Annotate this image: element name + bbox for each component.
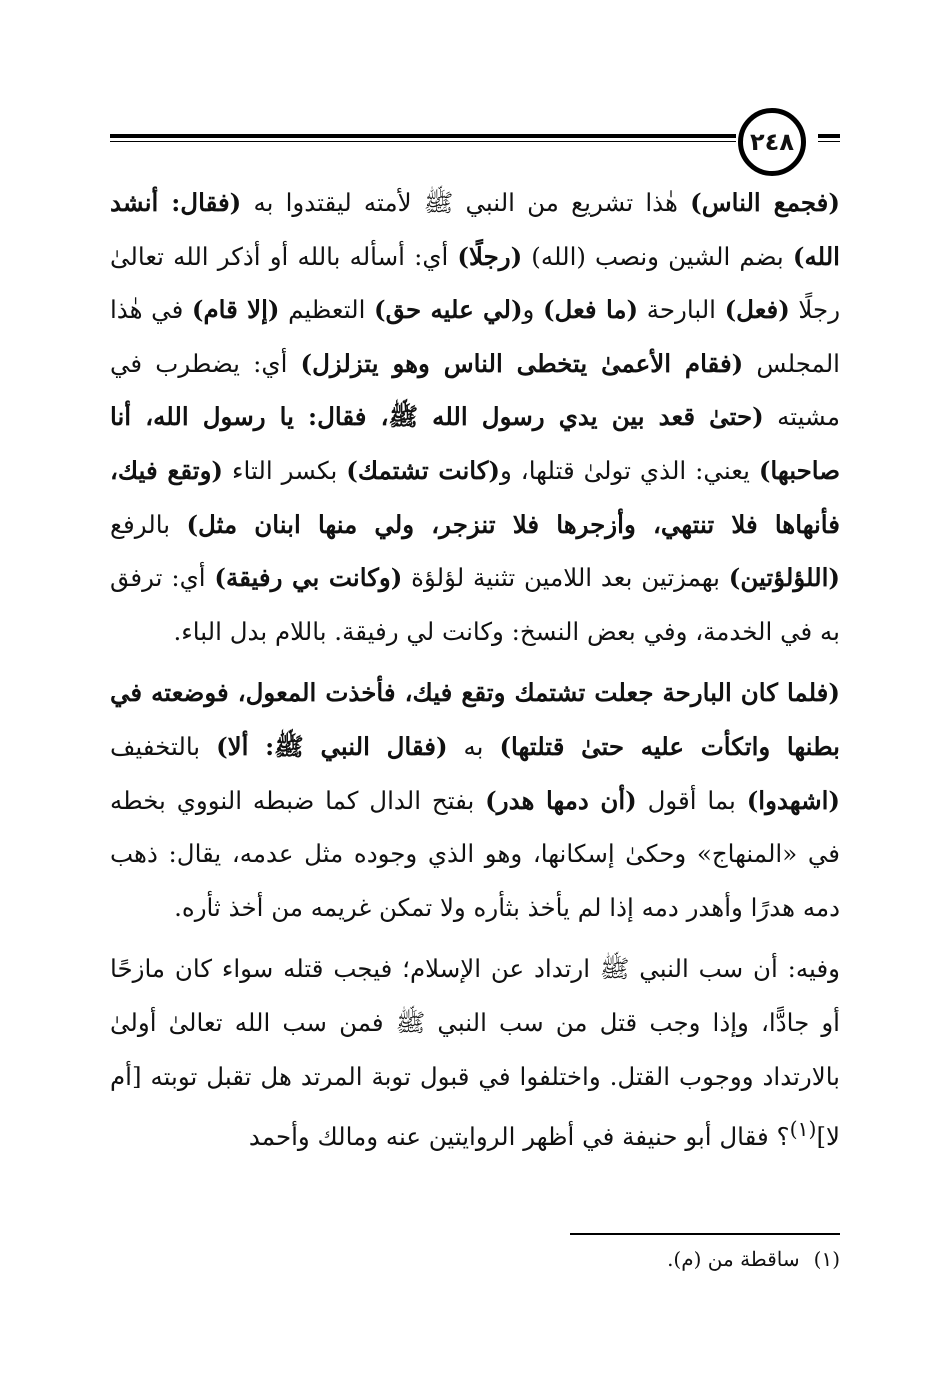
paragraph [110, 666, 840, 934]
commentary-text: يعني: الذي تولىٰ قتلها، و [500, 455, 759, 485]
commentary-text: أي: ترفق به في الخدمة، وفي بعض النسخ: وكانت لي رفيقة. باللام بدل الباء. [110, 563, 840, 646]
commentary-text: بالرفع [110, 509, 187, 539]
commentary-text: بهمزتين بعد اللامين تثنية لؤلؤة [402, 563, 729, 593]
quoted-hadith-text: (رجلًا) [457, 241, 523, 271]
quoted-hadith-text: (اشهدوا) [746, 785, 840, 815]
quoted-hadith-text: (اللؤلؤتين) [728, 563, 840, 593]
quoted-hadith-text: (فجمع الناس) [690, 188, 840, 217]
commentary-text: بالتخفيف [110, 731, 217, 761]
commentary-text: به [447, 731, 500, 761]
quoted-hadith-text: (ما فعل) [542, 295, 639, 325]
header-rule-right [818, 134, 840, 142]
commentary-text: بضم الشين ونصب (الله) [522, 241, 793, 271]
quoted-hadith-text: (أن دمها هدر) [485, 785, 637, 815]
commentary-text: أي: يضطرب في مشيته [110, 348, 840, 432]
page-number: ٢٤٨ [750, 128, 794, 156]
page-number-badge [738, 108, 806, 176]
quoted-hadith-text: (فقام الأعمىٰ يتخطى الناس وهو يتزلزل) [300, 348, 744, 378]
quoted-hadith-text: (فلما كان البارحة جعلت تشتمك وتقع فيك، فأخذت المعول، فوضعته في بطنها واتكأت عليه حتىٰ قتلتها) [110, 678, 840, 761]
quoted-hadith-text: (فقال النبي ﷺ: ألا) [216, 731, 448, 761]
quoted-hadith-text: (وكانت بي رفيقة) [214, 563, 403, 593]
commentary-text: و [522, 295, 543, 325]
footnote-number: (١) [813, 1247, 840, 1271]
paragraph [110, 176, 840, 658]
quoted-hadith-text: (لي عليه حق) [373, 295, 523, 325]
commentary-text: هٰذا تشريع من النبي ﷺ لأمته ليقتدوا به [241, 188, 691, 217]
commentary-text: أي: أسأله بالله أو أذكر الله تعالىٰ رجلًا [110, 241, 841, 325]
quoted-hadith-text: (وتقع فيك، فأنهاها فلا تنتهي، وأزجرها فلا تنزجر، ولي منها ابنان مثل) [110, 455, 840, 539]
quoted-hadith-text: (كانت تشتمك) [346, 455, 501, 485]
commentary-text: البارحة [638, 295, 725, 325]
footnote-ref: (١) [789, 1117, 817, 1142]
footnote [110, 1244, 840, 1274]
commentary-text: بكسر التاء [223, 455, 347, 485]
paragraph [110, 942, 840, 1164]
header-rule-left [110, 134, 736, 142]
commentary-text: بفتح الدال كما ضبطه النووي بخطه في «المنهاج» وحكىٰ إسكانها، وهو الذي وجوده مثل عدمه، يقال: ذهب دمه هدرًا وأهدر دمه إذا لم يأخذ بثأره ولا تمكن غريمه من أخذ ثأره. [110, 785, 840, 922]
commentary-text: وفيه: أن سب النبي ﷺ ارتداد عن الإسلام؛ فيجب قتله سواء كان مازحًا أو جادًّا، وإذا وجب قتل من سب النبي ﷺ فمن سب الله تعالىٰ أولىٰ بالارتداد ووجوب القتل. واختلفوا في قبول توبة المرتد هل تقبل توبته [أم لا] [110, 954, 840, 1152]
commentary-text: بما أقول [636, 785, 747, 815]
commentary-text: في هٰذا المجلس [110, 295, 840, 378]
quoted-hadith-text: (إلا قام) [191, 295, 280, 325]
commentary-text: التعظيم [279, 295, 374, 325]
commentary-text: ؟ فقال أبو حنيفة في أظهر الروايتين عنه ومالك وأحمد [248, 1122, 790, 1152]
quoted-hadith-text: (حتىٰ قعد بين يدي رسول الله ﷺ، فقال: يا رسول الله، أنا صاحبها) [110, 402, 840, 485]
quoted-hadith-text: (فقال: أنشد الله) [110, 188, 840, 271]
page-header [110, 106, 840, 182]
quoted-hadith-text: (فعل) [724, 295, 790, 325]
main-text [110, 176, 840, 1164]
footnote-divider [570, 1233, 840, 1235]
footnote-text: ساقطة من (م). [667, 1247, 800, 1271]
